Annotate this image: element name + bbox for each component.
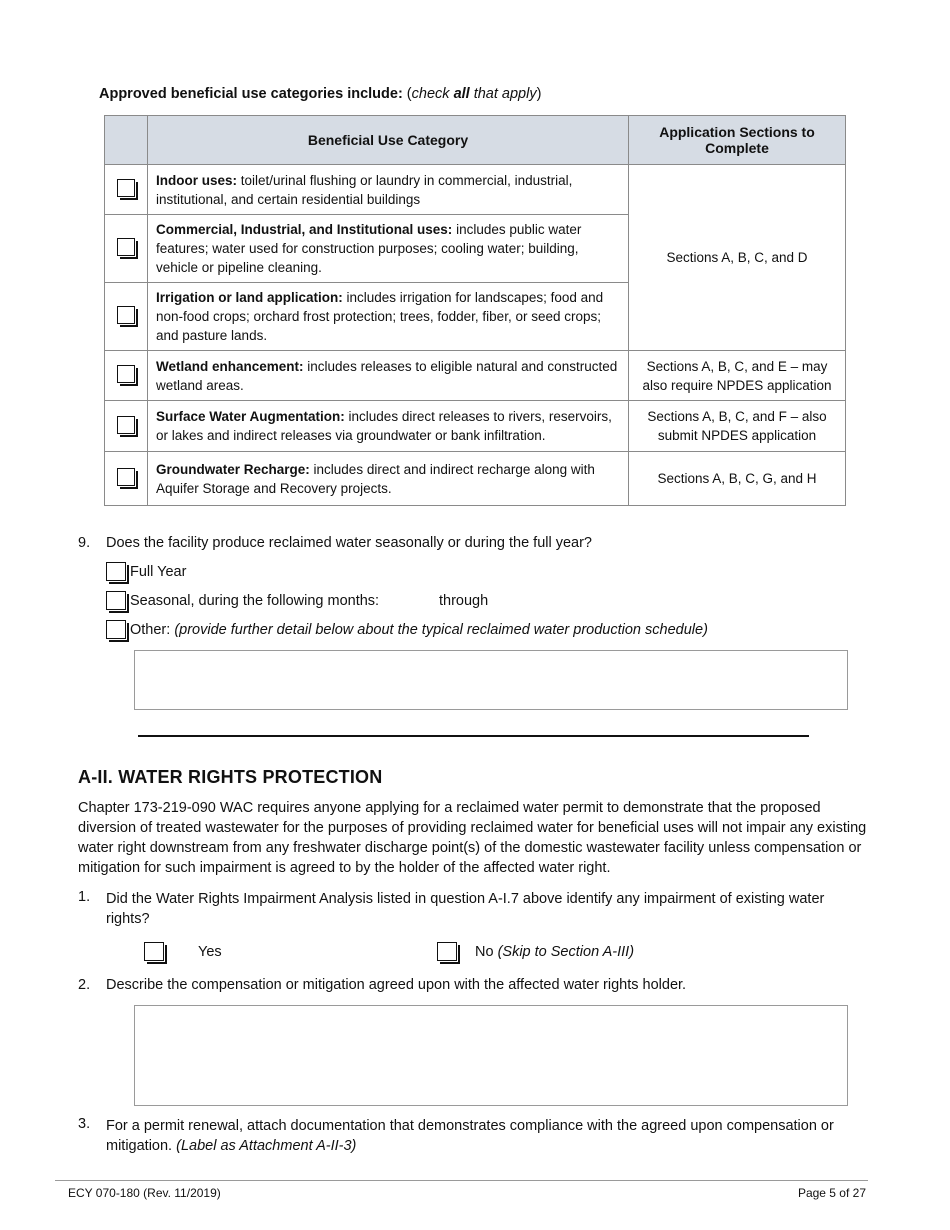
- sections-abcd: Sections A, B, C, and D: [629, 165, 846, 351]
- q3-text-main: For a permit renewal, attach documentation that demonstrates compliance with the agreed upon compensation or mitigation.: [106, 1118, 834, 1154]
- header-category: Beneficial Use Category: [148, 116, 629, 165]
- category-bold: Irrigation or land application:: [156, 290, 343, 305]
- no-label: [475, 944, 634, 960]
- category-bold: Surface Water Augmentation:: [156, 409, 345, 424]
- q9-number: 9.: [78, 535, 91, 551]
- checkbox-cell: [105, 283, 148, 351]
- category-text: toilet/urinal flushing or laundry in commercial, industrial, institutional, and certain residential buildings: [156, 172, 573, 207]
- sections-abcf: Sections A, B, C, and F – also submit NPDES application: [629, 401, 846, 452]
- sections-abcgh: Sections A, B, C, G, and H: [629, 452, 846, 506]
- category-commercial: [148, 215, 629, 283]
- q2-number: 2.: [78, 977, 91, 993]
- category-bold: Wetland enhancement:: [156, 358, 304, 374]
- other-label: [130, 622, 708, 638]
- q2-text: Describe the compensation or mitigation agreed upon with the affected water rights holder.: [106, 977, 687, 993]
- intro-all: all: [453, 86, 470, 102]
- full-year-label: Full Year: [130, 563, 187, 580]
- indoor-uses-checkbox[interactable]: [117, 179, 135, 197]
- q2-mitigation-textbox[interactable]: [134, 1005, 848, 1106]
- footer-form-number: ECY 070-180 (Rev. 11/2019): [68, 1186, 221, 1200]
- category-bold: Indoor uses:: [156, 172, 238, 188]
- q9-option-seasonal: [106, 591, 379, 610]
- category-text: includes direct and indirect recharge along with Aquifer Storage and Recovery projects.: [156, 461, 595, 496]
- header-checkbox-col: [105, 116, 148, 165]
- intro-bold: Approved beneficial use categories include:: [99, 86, 403, 102]
- q1-text: Did the Water Rights Impairment Analysis listed in question A-I.7 above identify any impairment of existing water rights?: [106, 891, 825, 927]
- q9-text: Does the facility produce reclaimed water seasonally or during the full year?: [106, 535, 592, 551]
- checkbox-cell: [105, 165, 148, 215]
- checkbox-cell: [105, 452, 148, 506]
- irrigation-checkbox[interactable]: [117, 306, 135, 324]
- no-label-text: No: [475, 943, 498, 960]
- table-row-groundwater: [105, 452, 846, 506]
- other-label-text: Other:: [130, 621, 175, 638]
- seasonal-label: Seasonal, during the following months:: [130, 592, 380, 609]
- q1-number: 1.: [78, 889, 91, 905]
- category-surface-water: [148, 401, 629, 452]
- footer-page-number: Page 5 of 27: [797, 1186, 866, 1200]
- table-row-indoor: [105, 165, 846, 215]
- q3-text-italic: (Label as Attachment A-II-3): [176, 1138, 357, 1154]
- category-irrigation: [148, 283, 629, 351]
- checkbox-cell: [105, 401, 148, 452]
- header-sections: Application Sections to Complete: [629, 116, 846, 165]
- q9-other-detail-textbox[interactable]: [134, 650, 848, 710]
- beneficial-use-intro: [99, 86, 541, 102]
- commercial-uses-checkbox[interactable]: [117, 238, 135, 256]
- category-text: includes public water features; water used for construction purposes; cooling water; building, vehicle or pipeline cleaning.: [156, 222, 582, 275]
- category-wetland: [148, 351, 629, 401]
- divider-line: [138, 735, 809, 737]
- q1-option-yes: [144, 942, 222, 961]
- category-groundwater: [148, 452, 629, 506]
- q3-number: 3.: [78, 1116, 91, 1132]
- yes-checkbox[interactable]: [144, 942, 164, 961]
- seasonal-checkbox[interactable]: [106, 591, 126, 610]
- checkbox-cell: [105, 215, 148, 283]
- q1-option-no: [437, 942, 634, 961]
- sections-abce: Sections A, B, C, and E – may also require NPDES application: [629, 351, 846, 401]
- q9-option-full-year: [106, 562, 186, 581]
- full-year-checkbox[interactable]: [106, 562, 126, 581]
- beneficial-use-table: [104, 115, 846, 506]
- no-checkbox[interactable]: [437, 942, 457, 961]
- section-paragraph: Chapter 173-219-090 WAC requires anyone applying for a reclaimed water permit to demonstrate that the proposed diversion of treated wastewater for the purposes of providing reclaimed water for beneficial uses will not impair any existing water right downstream from any freshwater discharge point(s) of the domestic wastewater facility unless compensation or mitigation for such impairment is agreed to by the holder of the affected water right.: [78, 800, 867, 876]
- intro-check-text: check: [411, 86, 454, 102]
- category-text: includes releases to eligible natural and constructed wetland areas.: [156, 358, 618, 393]
- intro-paren-open: (: [402, 86, 412, 102]
- category-bold: Commercial, Industrial, and Institutional uses:: [156, 222, 453, 237]
- intro-paren-close: ): [536, 86, 542, 102]
- groundwater-checkbox[interactable]: [117, 468, 135, 486]
- checkbox-cell: [105, 351, 148, 401]
- category-bold: Groundwater Recharge:: [156, 461, 310, 477]
- category-text: includes irrigation for landscapes; food and non-food crops; orchard frost protection; trees, fodder, fiber, or seed crops; and pasture lands.: [156, 290, 604, 343]
- table-row-surface-water: [105, 401, 846, 452]
- footer-line: [55, 1180, 868, 1181]
- table-header-row: [105, 116, 846, 165]
- q9-option-other: [106, 620, 708, 639]
- yes-label: Yes: [198, 943, 222, 960]
- other-checkbox[interactable]: [106, 620, 126, 639]
- intro-check: [412, 86, 537, 102]
- wetland-checkbox[interactable]: [117, 365, 135, 383]
- q3-text: [106, 1116, 876, 1156]
- surface-water-checkbox[interactable]: [117, 416, 135, 434]
- table-row-wetland: [105, 351, 846, 401]
- seasonal-through-label: through: [439, 593, 489, 609]
- other-label-italic: (provide further detail below about the typical reclaimed water production schedule): [174, 621, 708, 638]
- category-text: includes direct releases to rivers, reservoirs, or lakes and indirect releases via groundwater or bank infiltration.: [156, 409, 612, 443]
- category-indoor: [148, 165, 629, 215]
- no-label-italic: (Skip to Section A-III): [497, 943, 635, 960]
- section-title: A-II. WATER RIGHTS PROTECTION: [78, 767, 383, 787]
- intro-that-apply: that apply: [469, 86, 537, 102]
